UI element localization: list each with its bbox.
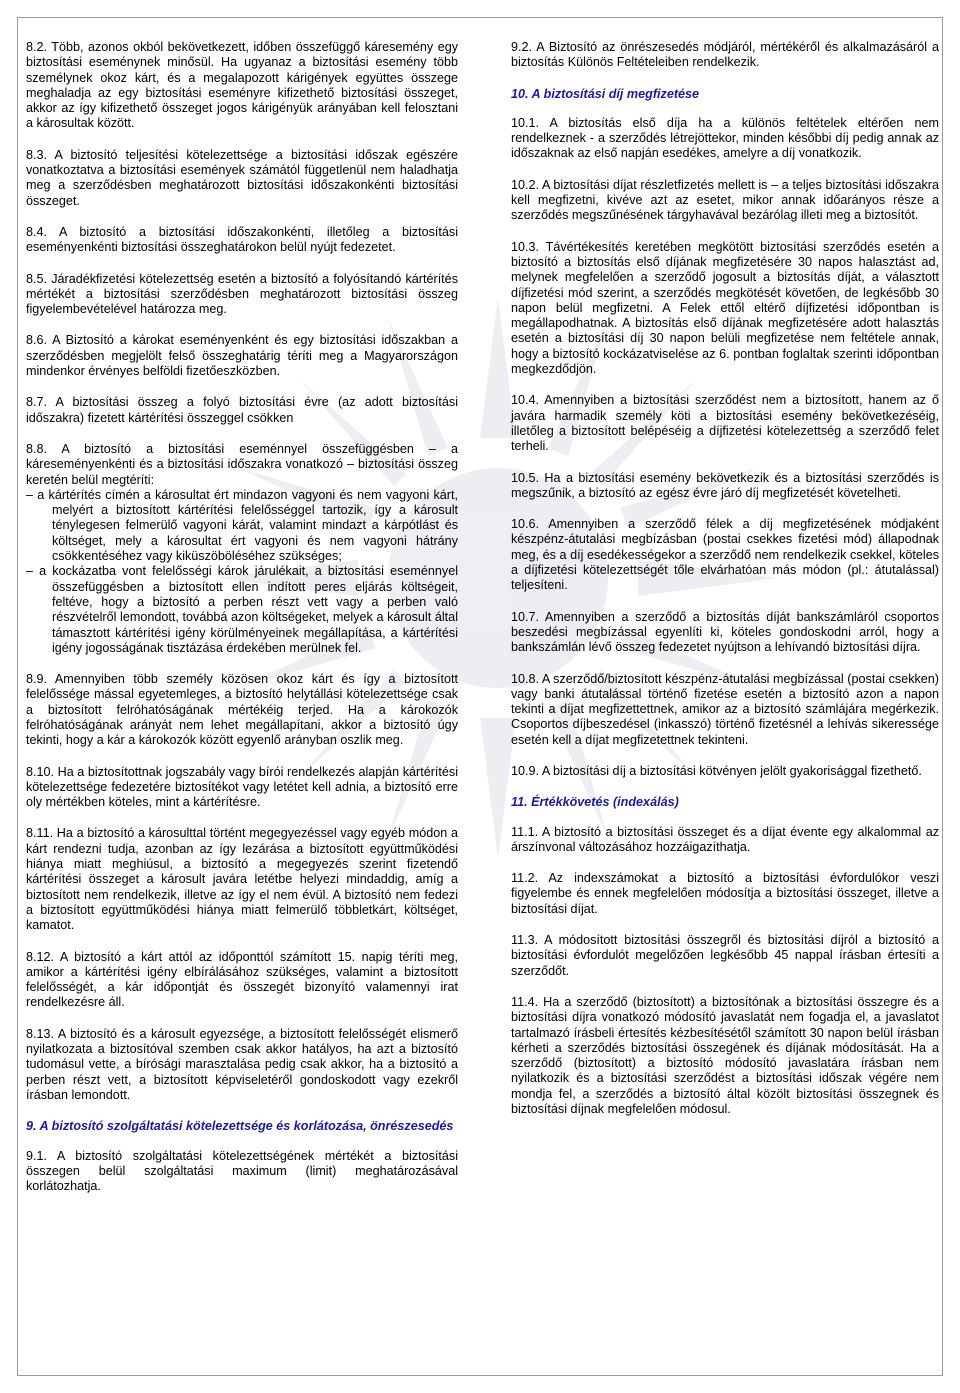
section-8-7: 8.7. A biztosítási összeg a folyó biztosítási évre (az adott biztosítási időszakra) fizetett kártérítési összeggel csökken [26,395,458,425]
section-10-6: 10.6. Amennyiben a szerződő félek a díj megfizetésének módjaként készpénz-átutalási megbízásban (postai csekkes fizetési mód) állapodnak meg, és a díj esedékességekor a szerződő nem rendelkezik csekkel, köteles a díjfizetési kötelezettségét tőle elvárhatóan más módon (pl.: átutalással) teljesíteni. [511,517,939,593]
section-11-2: 11.2. Az indexszámokat a biztosító a biztosítási évfordulókor veszi figyelembe és ennek megfelelően módosítja a biztosítási összeget, illetve a biztosítási díjat. [511,871,939,916]
section-8-10: 8.10. Ha a biztosítottnak jogszabály vagy bírói rendelkezés alapján kártérítési kötelezettsége fedezetére biztosítékot vagy letétet kell adnia, a biztosító erre oly mértékben köteles, mint a kártérítésre. [26,764,458,810]
section-10-5: 10.5. Ha a biztosítási esemény bekövetkezik és a biztosítási szerződés is megszűnik, a biztosító az egész évre járó díj megfizetését követelheti. [511,470,939,500]
section-8-12: 8.12. A biztosító a kárt attól az időponttól számított 15. napig téríti meg, amikor a kártérítési igény elbírálásához szükséges, valamint a biztosított felelősségét, a kár időpontját és összegét bizonyító valamennyi irat rendelkezésre áll. [26,949,458,1010]
heading-section-10: 10. A biztosítási díj megfizetése [511,86,700,101]
section-11-3: 11.3. A módosított biztosítási összegről és biztosítási díjról a biztosító a biztosítási évfordulót megelőzően legkésőbb 45 nappal írásban értesíti a szerződőt. [511,933,939,978]
left-column [26,40,458,1210]
section-8-6: 8.6. A Biztosító a károkat eseményenként és egy biztosítási időszakban a szerződésben megjelölt felső összeghatárig téríti meg a Magyarországon mindenkor érvényes belföldi fizetőeszközben. [26,333,458,379]
section-11-4: 11.4. Ha a szerződő (biztosított) a biztosítónak a biztosítási összegre és a biztosítási díjra vonatkozó módosító javaslatát nem fogadja el, a javaslatot tartalmazó írásbeli értesítés kézbesítésétől számított 30 napon belül írásban kérheti a szerződés biztosítási összegének és díjának módosítását. Ha a szerződő (biztosított) a biztosító módosító javaslatára írásban nem nyilatkozik és a biztosítási szerződést a biztosítási időszak végére nem mondja fel, a szerződés a biztosító által közölt biztosítási összegnek és biztosítási díjnak megfelelően módosul. [511,994,939,1117]
section-8-13: 8.13. A biztosító és a károsult egyezsége, a biztosított felelősségét elismerő nyilatkozata a biztosítóval szemben csak akkor hatályos, ha azt a biztosító tudomásul vette, a bírósági marasztalása pedig csak akkor, ha a biztosító a perben részt vett, a biztosított képviseletéről gondoskodott vagy ezekről írásban lemondott. [26,1026,458,1102]
section-9-2: 9.2. A Biztosító az önrészesedés módjáról, mértékéről és alkalmazásáról a biztosítás Különös Feltételeiben rendelkezik. [511,40,939,70]
section-8-11: 8.11. Ha a biztosító a károsulttal történt megegyezéssel vagy egyéb módon a kárt rendezni tudja, azonban az így lezárása a biztosított együttműködési hiánya miatt meghiúsul, a biztosító a megegyezés szerint fizetendő kártérítési összeget a károsult javára letétbe helyezi mindaddig, amíg a biztosított nem rendelkezik, illetve az így el nem évül. A biztosító nem fedezi a biztosított együttműködési hiánya miatt felmerülő többletkárt, költséget, kamatot. [26,826,458,933]
section-10-3: 10.3. Távértékesítés keretében megkötött biztosítási szerződés esetén a biztosító a biztosítás első díjának megfizetésére 30 napos halasztást ad, melynek megfelelően a szerződő jogosult a biztosítás díját, a választott díjfizetési mód szerint, a szerződés megkötését követően, de legkésőbb 30 napon belül megfizetni. A Felek ettől eltérő díjfizetési időpontban is megállapodhatnak. A biztosítás első díjának megfizetésére adott halasztás esetén a biztosítási díj 30 napon belüli megfizetése nem feltétele annak, hogy a biztosító kockázatviselése az 6. pontban foglaltak szerinti időpontban megkezdődjön. [511,239,939,377]
section-8-8-item-1: – a kártérítés címén a károsultat ért mindazon vagyoni és nem vagyoni kárt, melyért a biztosított kártérítési felelősséggel tartozik, így a károsult ténylegesen felmerülő vagyoni kárát, valamint mindazt a kárpótlást és költséget, mely a károsultat ért vagyoni és nem vagyoni hátrány csökkentéséhez vagy kiküszöböléséhez szükséges; [26,487,458,564]
section-10-7: 10.7. Amennyiben a szerződő a biztosítás díját bankszámláról csoportos beszedési megbízással egyenlíti ki, köteles gondoskodni arról, hogy a bankszámlán lévő összeg fedezetet nyújtson a lehívandó biztosítási díjra. [511,609,939,655]
section-10-9: 10.9. A biztosítási díj a biztosítási kötvényen jelölt gyakorisággal fizethető. [511,763,922,778]
section-9-1: 9.1. A biztosító szolgáltatási kötelezettségének mértékét a biztosítási összegen belül szolgáltatási maximum (limit) meghatározásával korlátozhatja. [26,1148,458,1194]
section-8-8 [26,442,458,656]
section-8-8-item-2: – a kockázatba vont felelősségi károk járulékait, a biztosítási eseménnyel összefüggésben a biztosított ellen indított peres eljárás költségeit, feltéve, hogy a biztosító a perben részt vett vagy a perben való részvételről lemondott, továbbá azon költségeket, melyek a károsult által támasztott kártérítési igény körülményeinek megállapítása, a kártérítési igény jogosságának tisztázása érdekében merülnek fel. [26,564,458,655]
section-8-3: 8.3. A biztosító teljesítési kötelezettsége a biztosítási időszak egészére vonatkoztatva a biztosítási események számától függetlenül nem haladhatja meg a szerződésben meghatározott biztosítási időszakonkénti biztosítási összeget. [26,147,458,208]
section-10-2: 10.2. A biztosítási díjat részletfizetés mellett is – a teljes biztosítási időszakra kell megfizetni, kivéve azt az esetet, mikor annak időarányos része a szerződés megszűnésének tárgyhavával bezárólag illeti meg a biztosítót. [511,177,939,223]
heading-section-11: 11. Értékkövetés (indexálás) [511,795,679,810]
section-8-9: 8.9. Amennyiben több személy közösen okoz kárt és így a biztosított felelőssége mással egyetemleges, a biztosító helytállási kötelezettsége csak a biztosított felróhatóságának mértékéig terjed. Ha a károkozók felróhatóságának arányát nem lehet megállapítani, akkor a biztosító úgy tekinti, hogy a kár a károkozók között egyenlő arányban oszlik meg. [26,672,458,748]
section-10-4: 10.4. Amennyiben a biztosítási szerződést nem a biztosított, hanem az ő javára harmadik személy köti a biztosítási esemény bekövetkezéséig, illetőleg a biztosított belépéséig a díjfizetési kötelezettség a szerződő felet terheli. [511,393,939,454]
section-8-5: 8.5. Járadékfizetési kötelezettség esetén a biztosító a folyósítandó kártérítés mértékét a biztosítási szerződésben meghatározott biztosítási összeg figyelembevételével határozza meg. [26,271,458,317]
section-11-1: 11.1. A biztosító a biztosítási összeget és a díjat évente egy alkalommal az árszínvonal változásához hozzáigazíthatja. [511,824,939,854]
document-page [17,17,943,1376]
heading-section-9: 9. A biztosító szolgáltatási kötelezettsége és korlátozása, önrészesedés [26,1119,454,1134]
section-8-8-intro: 8.8. A biztosító a biztosítási eseménnyel összefüggésben – a káreseményenkénti és a biztosítási időszakra vonatkozó – biztosítási összeg keretén belül megtéríti: [26,441,458,487]
section-10-1: 10.1. A biztosítás első díja ha a különös feltételek eltérően nem rendelkeznek - a szerződés létrejöttekor, minden későbbi díj pedig annak az időszaknak az első napján esedékes, amelyre a díj vonatkozik. [511,115,939,161]
section-8-2: 8.2. Több, azonos okból bekövetkezett, időben összefüggő káresemény egy biztosítási eseménynek minősül. Ha ugyanaz a biztosítási esemény több személynek okoz kárt, és a megalapozott kárigények együttes összege meghaladja az egy biztosítási eseményre kifizethető biztosítási összeget, akkor az így kifizethető összeget jogos kárigényük arányában kell felosztani a károsultak között. [26,40,458,131]
section-8-4: 8.4. A biztosító a biztosítási időszakonkénti, illetőleg a biztosítási eseményenkénti biztosítási összeghatárokon belül nyújt fedezetet. [26,224,458,255]
section-10-8: 10.8. A szerződő/biztosított készpénz-átutalási megbízással (postai csekken) vagy banki átutalással történő fizetése esetén a biztosító azon a napon tekinti a díjat megfizettettnek, amikor az a biztosító számlájára megérkezik. Csoportos díjbeszedésel (inkasszó) történő fizetésnél a lehívás sikeressége esetén kell a díjat megfizetettnek tekinteni. [511,671,939,747]
right-column [511,40,939,1133]
